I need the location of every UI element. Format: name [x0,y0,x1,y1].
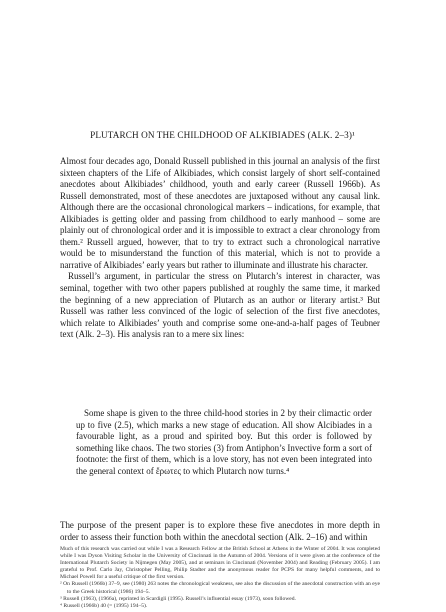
footnote-3: ³ Russell (1963), (1966a), reprinted in Scardigli (1995). Russell’s influential essay (1973), soon followed. [60,595,296,602]
body-paragraph-2: Russell’s argument, in particular the stress on Plutarch’s interest in character, was seminal, together with two other papers published at roughly the same time, it marked the beginning of a new appreciation of Plutarch as an author or literary artist.³ But Russell was rather less convinced of the logic of selection of the first five anecdotes, which relate to Alkibiades’ youth and comprise some one-and-a-half pages of Teubner text (Alk. 2–3). His analysis ran to a mere six lines: [60,271,380,340]
footnote-2: ² On Russell (1966b) 37–9, see (1980) 263 notes the chronological weakness, see also the discussion of the anecdotal construction with an eye to the Greek historical (1986) 194–5. [60,581,380,595]
article-title: PLUTARCH ON THE CHILDHOOD OF ALKIBIADES (ALK. 2–3)¹ [90,130,355,140]
footnote-4: ⁴ Russell (1966b) 40 (= (1995) 194–5). [60,602,148,609]
article-body-continued [60,520,380,543]
article-body [60,156,380,341]
block-quote-text: Some shape is given to the three child-hood stories in 2 by their climactic order up to five (2.5), which marks a new stage of education. All show Alcibiades in a favourable light, as a proud and spirited boy. But this order is followed by something like chaos. The two stories (3) from Antiphon’s Invective form a sort of footnote: the first of them, which is a love story, has not even been integrated into the general context of ἔρωτες to which Plutarch now turns.⁴ [76,408,372,476]
body-paragraph-1: Almost four decades ago, Donald Russell published in this journal an analysis of the first sixteen chapters of the Life of Alkibiades, which consist largely of short self-contained anecdotes about Alkibiades’ childhood, youth and early career (Russell 1966b). As Russell demonstrated, most of these anecdotes are juxtaposed without any causal link. Although there are the occasional chronological markers – indications, for example, that Alkibiades is getting older and passing from childhood to early manhood – some are plainly out of chronological order and it is impossible to extract a clear chronology from them.² Russell argued, however, that to try to extract such a chronological narrative would be to misunderstand the function of this material, which is not to provide a narrative of Alkibiades’ early years but rather to illuminate and illustrate his character. [60,156,380,270]
block-quote [76,408,372,477]
footnote-1: Much of this research was carried out while I was a Research Fellow at the British School at Athens in the Winter of 2004. It was completed while I was Dyson Visiting Scholar in the University of Cincinnati in the Autumn of 2004. Versions of it were given at the conference of the International Plutarch Society in Nijmegen (May 2005), and at seminars in Cincinnati (November 2004) and Reading (February 2005). I am grateful to Prof. Carlo Jay, Christopher Pelling, Philip Stadter and the anonymous reader for PCPS for many helpful comments, and to Michael Powell for a useful critique of the first version. [60,546,380,581]
footnotes [60,546,380,610]
body-paragraph-3: The purpose of the present paper is to explore these five anecdotes in more depth in order to assess their function both within the anecdotal section (Alk. 2–16) and within [60,520,380,542]
